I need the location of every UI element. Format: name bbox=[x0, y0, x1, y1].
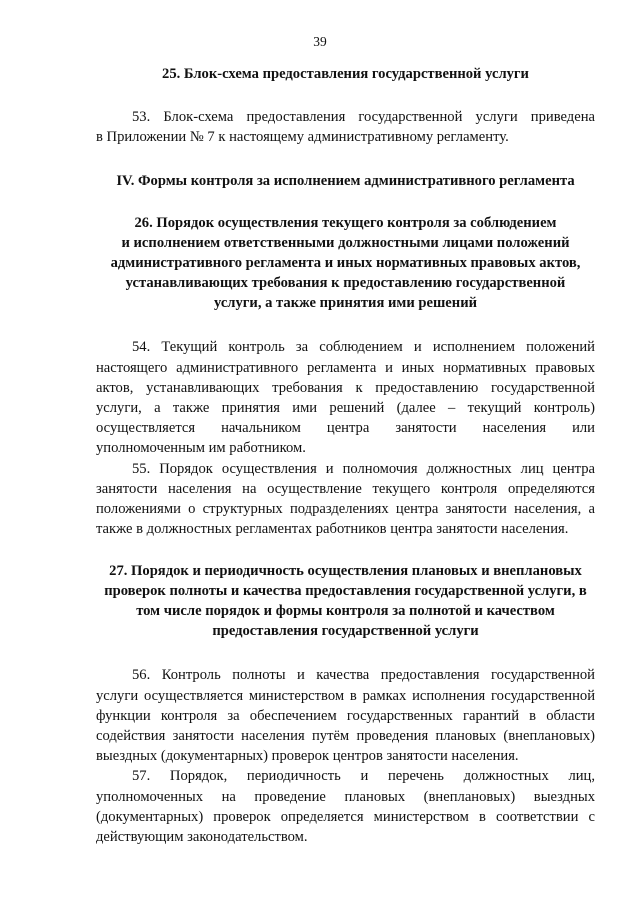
paragraph-line: уполномоченных на проведение плановых (внеплановых) выездных bbox=[96, 788, 595, 805]
paragraph-line: (документарных) проверок определяется министерством в соответствии с bbox=[96, 808, 595, 825]
heading-line: 26. Порядок осуществления текущего контроля за соблюдением bbox=[134, 215, 557, 232]
paragraph-line: 54. Текущий контроль за соблюдением и исполнением положений bbox=[132, 339, 595, 356]
paragraph-53 bbox=[96, 107, 595, 147]
section-27-heading bbox=[96, 561, 595, 641]
paragraph-line: 53. Блок-схема предоставления государственной услуги приведена bbox=[132, 109, 595, 125]
paragraph-line: актов, устанавливающих требования к предоставлению государственной bbox=[96, 379, 595, 396]
heading-line: предоставления государственной услуги bbox=[212, 623, 479, 640]
page-content bbox=[96, 64, 595, 847]
heading-line: 27. Порядок и периодичность осуществления плановых и внеплановых bbox=[109, 563, 582, 580]
heading-line: услуги, а также принятия ими решений bbox=[213, 295, 478, 312]
paragraph-line: 57. Порядок, периодичность и перечень должностных лиц, bbox=[132, 768, 595, 785]
paragraph-line: настоящего административного регламента и иных нормативных правовых bbox=[96, 359, 595, 376]
section-25-heading: 25. Блок-схема предоставления государственной услуги bbox=[162, 66, 529, 82]
paragraph-line: в Приложении № 7 к настоящему административному регламенту. bbox=[96, 129, 509, 146]
paragraph-56 bbox=[96, 665, 595, 766]
paragraph-line: занятости населения на осуществление текущего контроля определяются bbox=[96, 480, 595, 497]
page-number: 39 bbox=[313, 34, 327, 49]
paragraph-54 bbox=[96, 337, 595, 458]
paragraph-line: положениями о структурных подразделениях центра занятости населения, а bbox=[96, 501, 595, 518]
section-26-heading bbox=[96, 213, 595, 313]
paragraph-line: услуги, а также принятия ими решений (далее – текущий контроль) bbox=[96, 400, 595, 417]
paragraph-line: содействия занятости населения путём проведения плановых (внеплановых) bbox=[96, 728, 595, 745]
heading-line: устанавливающих требования к предоставлению государственной bbox=[125, 275, 566, 292]
paragraph-line: осуществляется начальником центра занятости населения или bbox=[96, 420, 595, 437]
paragraph-55 bbox=[96, 459, 595, 540]
paragraph-line: также в должностных регламентах работников центра занятости населения. bbox=[96, 521, 569, 538]
paragraph-57 bbox=[96, 766, 595, 847]
heading-line: административного регламента и иных нормативных правовых актов, bbox=[110, 255, 581, 272]
paragraph-line: 55. Порядок осуществления и полномочия должностных лиц центра bbox=[132, 460, 595, 477]
paragraph-line: услуги осуществляется министерством в рамках исполнения государственной bbox=[96, 687, 595, 704]
paragraph-line: уполномоченным им работником. bbox=[96, 440, 306, 457]
chapter-iv-heading: IV. Формы контроля за исполнением административного регламента bbox=[116, 173, 575, 190]
heading-line: проверок полноты и качества предоставления государственной услуги, в bbox=[104, 583, 587, 600]
paragraph-line: действующим законодательством. bbox=[96, 829, 308, 846]
paragraph-line: функции контроля за обеспечением государственных гарантий в области bbox=[96, 707, 595, 724]
heading-line: том числе порядок и формы контроля за полнотой и качеством bbox=[136, 603, 555, 620]
paragraph-line: выездных (документарных) проверок центров занятости населения. bbox=[96, 748, 519, 765]
paragraph-line: 56. Контроль полноты и качества предоставления государственной bbox=[132, 667, 595, 684]
heading-line: и исполнением ответственными должностными лицами положений bbox=[121, 235, 570, 252]
